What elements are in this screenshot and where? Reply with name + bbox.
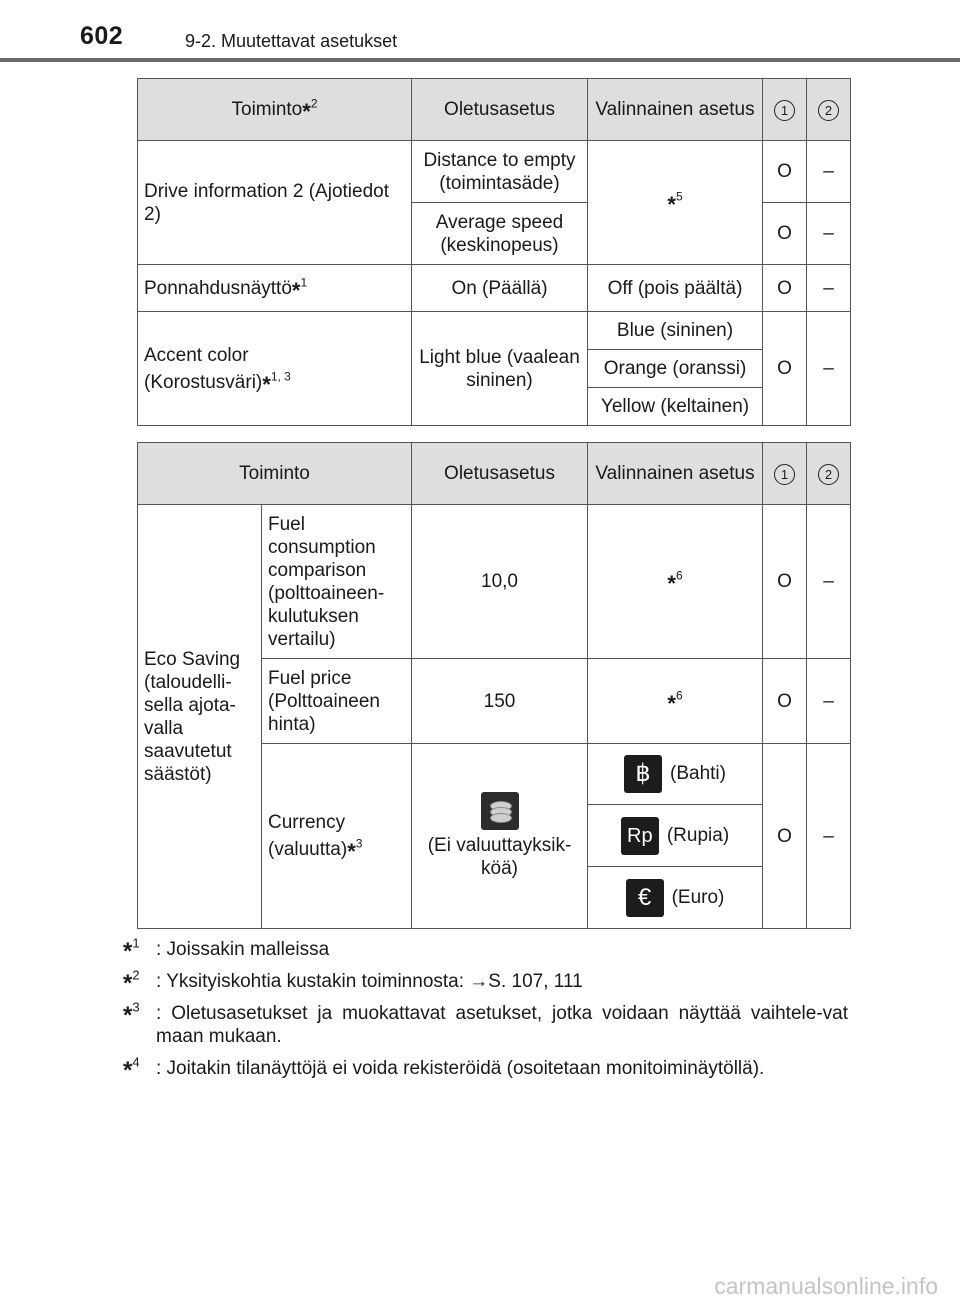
section-title: 9-2. Muutettavat asetukset	[185, 31, 398, 51]
currency-option-rupiah: Rp (Rupia)	[588, 805, 763, 867]
drive-info-speed-col2: –	[807, 203, 851, 265]
euro-icon: €	[626, 879, 664, 917]
table-header-row	[138, 443, 851, 505]
table-header-row	[138, 79, 851, 141]
fuel-price-name: Fuel price (Polttoaineen hinta)	[262, 659, 412, 744]
header-default: Oletusasetus	[412, 443, 588, 505]
fuel-price-col2: –	[807, 659, 851, 744]
table-row	[138, 141, 851, 203]
popup-function: Ponnahdusnäyttö*$^1$	[138, 265, 412, 312]
table-row	[138, 265, 851, 312]
arrow-right-icon: →	[469, 971, 489, 992]
header-col-2	[807, 79, 851, 141]
header-col-1	[763, 79, 807, 141]
accent-function: Accent color (Korostusväri)*$^{1, 3}$	[138, 312, 412, 426]
accent-default: Light blue (vaalean sininen)	[412, 312, 588, 426]
eco-function: Eco Saving (taloudelli-sella ajota-valla saavutetut säästöt)	[138, 505, 262, 929]
popup-col2: –	[807, 265, 851, 312]
currency-col2: –	[807, 744, 851, 929]
drive-info-speed-col1: O	[763, 203, 807, 265]
page-reference-link[interactable]: S. 107, 111	[488, 971, 583, 992]
circle-1-icon: 1	[774, 100, 795, 121]
header-col-2	[807, 443, 851, 505]
popup-optional: Off (pois päältä)	[588, 265, 763, 312]
footnote-4: *$^4$ : Joitakin tilanäyttöjä ei voida rekisteröidä (osoitetaan monitoiminäytöllä).	[123, 1054, 765, 1084]
settings-table-1	[137, 78, 851, 426]
accent-option-blue: Blue (sininen)	[588, 312, 763, 350]
currency-default-label: (Ei valuuttayksik-köä)	[427, 835, 572, 879]
fuel-comparison-name: Fuel consumption comparison (polttoaineen-kulutuksen vertailu)	[262, 505, 412, 659]
currency-option-baht: ฿ (Bahti)	[588, 744, 763, 805]
page-number: 602	[80, 22, 124, 50]
accent-option-yellow: Yellow (keltainen)	[588, 388, 763, 426]
popup-col1: O	[763, 265, 807, 312]
circle-1-icon: 1	[774, 464, 795, 485]
currency-option-euro: € (Euro)	[588, 867, 763, 929]
currency-default	[412, 744, 588, 929]
baht-icon: ฿	[624, 755, 662, 793]
popup-default: On (Päällä)	[412, 265, 588, 312]
accent-option-orange: Orange (oranssi)	[588, 350, 763, 388]
fuel-comparison-col1: O	[763, 505, 807, 659]
accent-col2: –	[807, 312, 851, 426]
fuel-price-default: 150	[412, 659, 588, 744]
circle-2-icon: 2	[818, 464, 839, 485]
currency-col1: O	[763, 744, 807, 929]
fuel-price-col1: O	[763, 659, 807, 744]
footnote-1: *$^1$ : Joissakin malleissa	[123, 935, 330, 965]
drive-info-option-average-speed: Average speed (keskinopeus)	[412, 203, 588, 265]
footnote-2: *$^2$ : Yksityiskohtia kustakin toiminnosta: →S. 107, 111	[123, 967, 583, 997]
currency-name: Currency (valuutta)*$^3$	[262, 744, 412, 929]
coins-icon	[481, 792, 519, 830]
header-rule	[0, 58, 960, 62]
header-optional: Valinnainen asetus	[588, 79, 763, 141]
header-optional: Valinnainen asetus	[588, 443, 763, 505]
rupiah-icon: Rp	[621, 817, 659, 855]
fuel-comparison-col2: –	[807, 505, 851, 659]
table-row	[138, 505, 851, 659]
circle-2-icon: 2	[818, 100, 839, 121]
watermark: carmanualsonline.info	[714, 1273, 938, 1299]
header-default: Oletusasetus	[412, 79, 588, 141]
drive-info-distance-col1: O	[763, 141, 807, 203]
fuel-comparison-default: 10,0	[412, 505, 588, 659]
footnotes	[123, 935, 848, 1089]
table-row	[138, 312, 851, 350]
header-col-1	[763, 443, 807, 505]
settings-table-2	[137, 442, 851, 929]
header-function: Toiminto*$^2$	[138, 79, 412, 141]
drive-info-function: Drive information 2 (Ajotiedot 2)	[138, 141, 412, 265]
drive-info-option-distance: Distance to empty (toimintasäde)	[412, 141, 588, 203]
drive-info-default: *$^5$	[588, 141, 763, 265]
footnote-3: *$^3$ : Oletusasetukset ja muokattavat asetukset, jotka voidaan näyttää vaihtele-vat maan mukaan.	[123, 999, 848, 1047]
accent-col1: O	[763, 312, 807, 426]
header-function: Toiminto	[138, 443, 412, 505]
fuel-comparison-optional: *$^6$	[588, 505, 763, 659]
fuel-price-optional: *$^6$	[588, 659, 763, 744]
drive-info-distance-col2: –	[807, 141, 851, 203]
